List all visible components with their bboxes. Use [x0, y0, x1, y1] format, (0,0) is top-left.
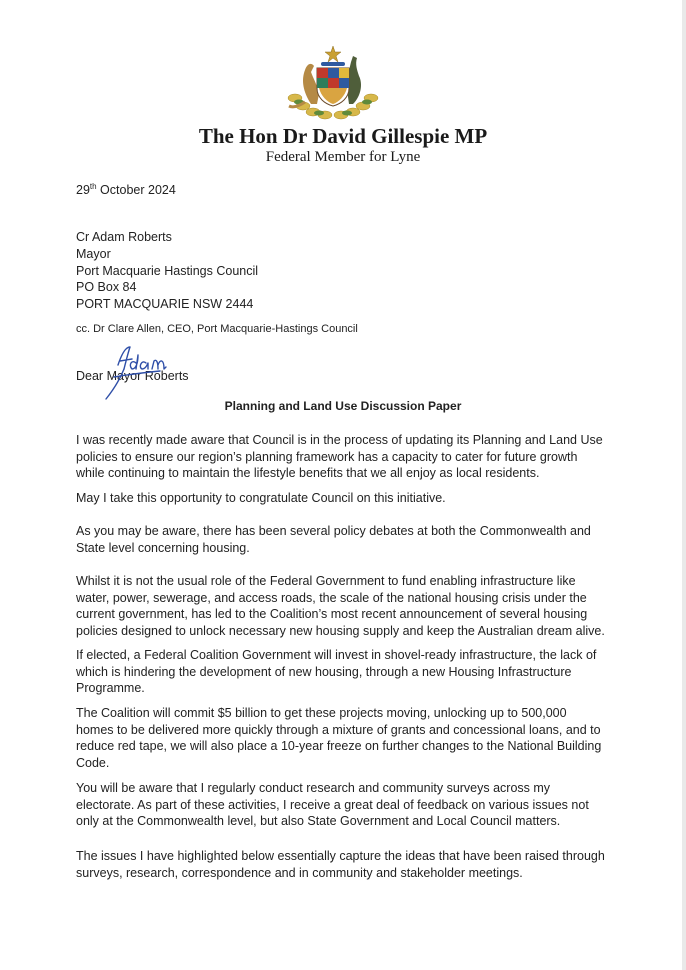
letter-date [76, 182, 176, 199]
paragraph-line: Whilst it is not the usual role of the Federal Government to fund enabling infrastructure like [76, 574, 576, 588]
mp-name: The Hon Dr David Gillespie MP [198, 124, 488, 148]
body-paragraph [76, 573, 616, 639]
recipient-address [76, 229, 258, 313]
recipient-city: PORT MACQUARIE NSW 2444 [76, 297, 254, 312]
paragraph-line: You will be aware that I regularly conduct research and community surveys across my [76, 781, 551, 795]
letter-subject: Planning and Land Use Discussion Paper [224, 399, 462, 413]
body-paragraph [76, 523, 616, 556]
cc-line: cc. Dr Clare Allen, CEO, Port Macquarie-Hastings Council [76, 323, 358, 335]
paragraph-line: policies designed to unlock necessary new housing supply and keep the Australian dream alive. [76, 623, 605, 638]
body-paragraph [76, 647, 616, 697]
paragraph-line: reduce red tape, we will also place a 10-year freeze on further changes to the National Building [76, 739, 602, 754]
salutation: Dear Mayor Roberts [76, 369, 189, 383]
body-paragraph [76, 780, 616, 830]
paragraph-line: while continuing to maintain the lifestyle benefits that we all enjoy as local residents. [76, 466, 540, 481]
date-suffix: th [89, 181, 97, 191]
mp-title: Federal Member for Lyne [265, 149, 421, 165]
paragraph-line: The issues I have highlighted below essentially capture the ideas that have been raised through [76, 849, 605, 863]
date-day: 29 [76, 183, 90, 197]
date-rest: October 2024 [96, 183, 176, 197]
body-paragraph [76, 432, 616, 482]
recipient-position: Mayor [76, 246, 111, 261]
body-paragraph [76, 705, 616, 771]
paragraph-line: water, power, sewerage, and access roads, the scale of the national housing crisis under the [76, 590, 587, 605]
handwritten-name-signature [100, 343, 200, 401]
paragraph-line: As you may be aware, there has been several policy debates at both the Commonwealth and [76, 524, 591, 538]
coat-of-arms-icon [281, 42, 385, 122]
body-paragraph [76, 490, 616, 507]
paragraph-line: electorate. As part of these activities, I receive a great deal of feedback on various issues not [76, 797, 589, 812]
paragraph-line: I was recently made aware that Council is in the process of updating its Planning and Land Use [76, 433, 603, 447]
recipient-organisation: Port Macquarie Hastings Council [76, 263, 259, 278]
paragraph-line: only at the Commonwealth level, but also State Government and Local Council matters. [76, 814, 561, 829]
paragraph-line: current government, has led to the Coalition’s most recent announcement of several housing [76, 607, 588, 622]
paragraph-line: which is hindering the development of new housing, through a new Housing Infrastructure [76, 664, 572, 679]
recipient-name: Cr Adam Roberts [76, 230, 172, 244]
paragraph-line: surveys, research, correspondence and in community and stakeholder meetings. [76, 865, 523, 880]
paragraph-line: May I take this opportunity to congratulate Council on this initiative. [76, 491, 446, 505]
body-paragraph [76, 848, 616, 881]
paragraph-line: The Coalition will commit $5 billion to get these projects moving, unlocking up to 500,000 [76, 706, 567, 720]
paragraph-line: homes to be delivered more quickly through a mixture of grants and concessional loans, and to [76, 722, 601, 737]
paragraph-line: State level concerning housing. [76, 540, 250, 555]
recipient-po-box: PO Box 84 [76, 280, 137, 295]
paragraph-line: policies to ensure our region’s planning framework has a capacity to cater for future growth [76, 449, 578, 464]
paragraph-line: Code. [76, 755, 110, 770]
paragraph-line: If elected, a Federal Coalition Government will invest in shovel-ready infrastructure, the lack of [76, 648, 597, 662]
paragraph-line: Programme. [76, 681, 145, 696]
